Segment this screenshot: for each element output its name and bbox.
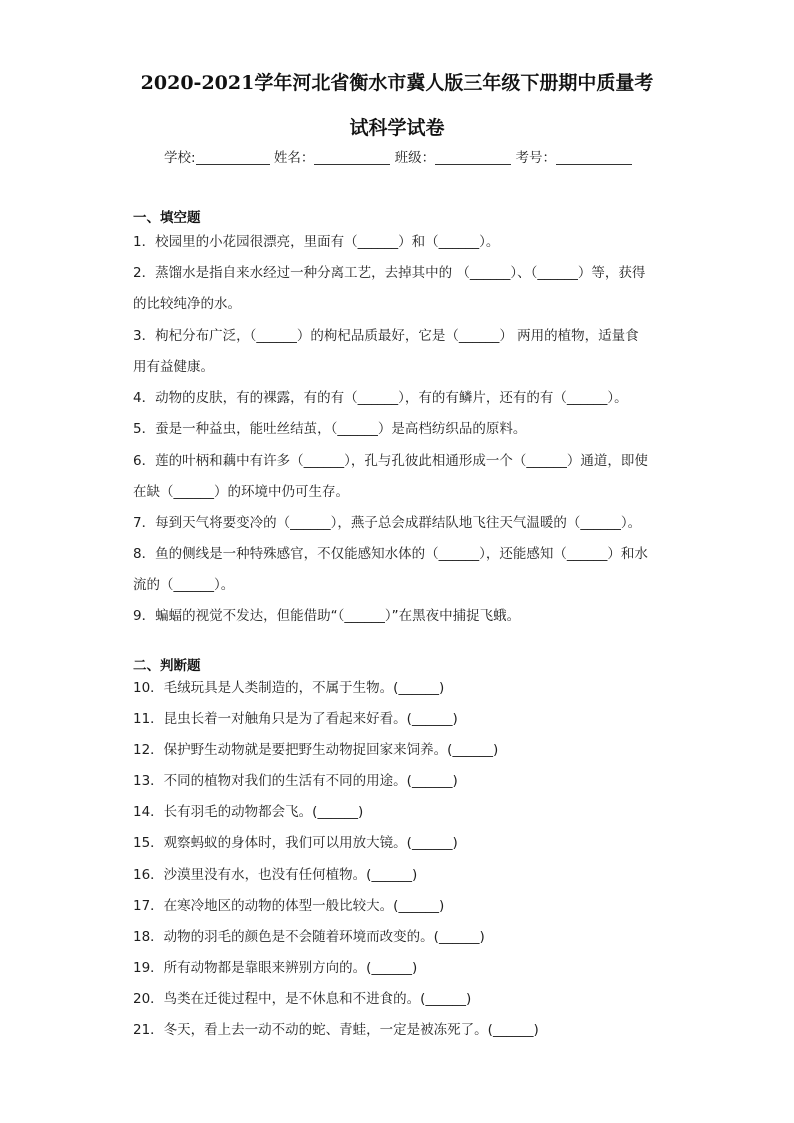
- question-line: 17．在寒冷地区的动物的体型一般比较大。(______): [133, 898, 445, 914]
- school-blank[interactable]: [196, 150, 270, 165]
- question-line: 21．冬天，看上去一动不动的蛇、青蛙，一定是被冻死了。(______): [133, 1022, 539, 1038]
- question-line: 2．蒸馏水是指自来水经过一种分离工艺，去掉其中的 （______）、（______）等，获得: [133, 265, 646, 281]
- question-line: 的比较纯净的水。: [133, 296, 241, 312]
- question-line: 流的（______）。: [133, 577, 235, 593]
- question-line: 12．保护野生动物就是要把野生动物捉回家来饲养。(______): [133, 742, 499, 758]
- name-label: 姓名：: [273, 150, 315, 166]
- question-line: 5．蚕是一种益虫，能吐丝结茧，（______）是高档纺织品的原料。: [133, 421, 527, 437]
- question-line: 1．校园里的小花园很漂亮，里面有（______）和（______）。: [133, 234, 500, 250]
- question-line: 3．枸杞分布广泛，（______）的枸杞品质最好，它是（______） 两用的植物，适量食: [133, 328, 639, 344]
- question-line: 在缺（______）的环境中仍可生存。: [133, 484, 349, 500]
- question-line: 18．动物的羽毛的颜色是不会随着环境而改变的。(______): [133, 929, 485, 945]
- question-line: 20．鸟类在迁徙过程中，是不休息和不进食的。(______): [133, 991, 472, 1007]
- question-line: 19．所有动物都是靠眼来辨别方向的。(______): [133, 960, 418, 976]
- question-line: 10．毛绒玩具是人类制造的，不属于生物。(______): [133, 680, 445, 696]
- name-blank[interactable]: [314, 150, 390, 165]
- question-line: 4．动物的皮肤，有的裸露，有的有（______），有的有鳞片，还有的有（______）。: [133, 390, 628, 406]
- exam-title-line-1: 2020-2021学年河北省衡水市冀人版三年级下册期中质量考: [140, 72, 654, 94]
- question-line: 6．莲的叶柄和藕中有许多（______），孔与孔彼此相通形成一个（______）通道，即使: [133, 453, 648, 469]
- section-true-false-heading: 二、判断题: [133, 658, 201, 674]
- question-line: 用有益健康。: [133, 359, 214, 375]
- exam-title-line-2: 试科学试卷: [349, 117, 445, 139]
- question-line: 14．长有羽毛的动物都会飞。(______): [133, 804, 364, 820]
- section-fill-blank-heading: 一、填空题: [133, 210, 201, 226]
- question-line: 13．不同的植物对我们的生活有不同的用途。(______): [133, 773, 458, 789]
- number-label: 考号：: [515, 150, 556, 166]
- school-label: 学校:: [164, 150, 196, 166]
- class-label: 班级：: [394, 150, 436, 166]
- student-info-row: [164, 146, 724, 166]
- number-blank[interactable]: [556, 150, 632, 165]
- question-line: 11．昆虫长着一对触角只是为了看起来好看。(______): [133, 711, 458, 727]
- question-line: 15．观察蚂蚁的身体时，我们可以用放大镜。(______): [133, 835, 458, 851]
- question-line: 16．沙漠里没有水，也没有任何植物。(______): [133, 867, 418, 883]
- question-line: 7．每到天气将要变冷的（______），燕子总会成群结队地飞往天气温暖的（______）。: [133, 515, 642, 531]
- class-blank[interactable]: [435, 150, 511, 165]
- question-line: 8．鱼的侧线是一种特殊感官，不仅能感知水体的（______），还能感知（______）和水: [133, 546, 648, 562]
- question-line: 9．蝙蝠的视觉不发达，但能借助“（______）”在黑夜中捕捉飞蛾。: [133, 608, 521, 624]
